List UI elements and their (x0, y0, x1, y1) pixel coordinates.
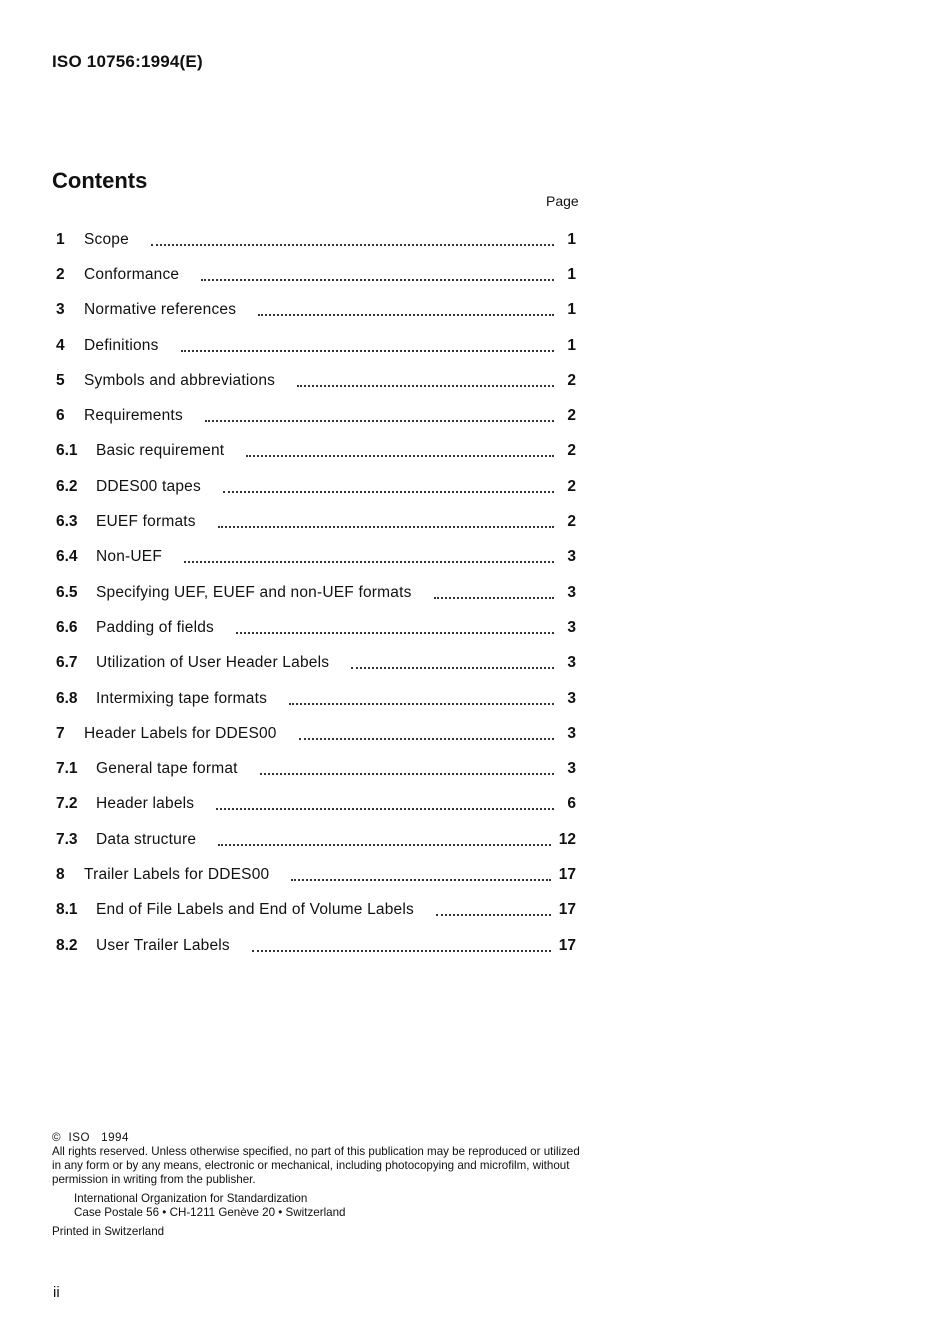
dot-leader (236, 632, 554, 634)
toc-entry-title: Utilization of User Header Labels (96, 654, 330, 672)
toc-entry-title: Basic requirement (96, 442, 225, 460)
toc-entry[interactable] (56, 822, 576, 857)
toc-entry-title: Scope (84, 230, 129, 248)
toc-entry-page: 1 (567, 336, 576, 354)
toc-entry-page: 17 (558, 865, 576, 883)
toc-entry[interactable] (56, 363, 576, 398)
page-column-label: Page (546, 193, 579, 209)
dot-leader (252, 950, 551, 952)
toc-entry-page: 17 (558, 936, 576, 954)
toc-entry[interactable] (56, 540, 576, 575)
toc-entry-title: Conformance (84, 265, 180, 283)
toc-entry-page: 17 (558, 901, 576, 919)
copyright-icon: © (52, 1131, 62, 1144)
toc-entry-page: 2 (567, 371, 576, 389)
toc-entry-number: 6.2 (56, 477, 78, 495)
toc-entry-title: Trailer Labels for DDES00 (84, 865, 270, 883)
toc-entry-title: Non-UEF (96, 548, 162, 566)
toc-entry-page: 3 (567, 689, 576, 707)
address-line-2: Case Postale 56 • CH-1211 Genève 20 • Switzerland (74, 1206, 346, 1219)
toc-entry[interactable] (56, 434, 576, 469)
toc-entry-title: Data structure (96, 830, 197, 848)
toc-entry-page: 3 (567, 583, 576, 601)
toc-entry-number: 8 (56, 865, 65, 883)
dot-leader (434, 597, 554, 599)
toc-entry-number: 5 (56, 371, 65, 389)
toc-entry[interactable] (56, 893, 576, 928)
toc-entry[interactable] (56, 610, 576, 645)
toc-entry-page: 12 (558, 830, 576, 848)
toc-entry-page: 6 (567, 795, 576, 813)
dot-leader (260, 773, 554, 775)
copyright-block (52, 1131, 582, 1239)
toc-entry-number: 2 (56, 265, 65, 283)
toc-entry-title: General tape format (96, 760, 238, 778)
toc-entry-number: 6.6 (56, 618, 78, 636)
dot-leader (291, 879, 550, 881)
toc-entry[interactable] (56, 716, 576, 751)
toc-entry-number: 1 (56, 230, 65, 248)
toc-entry-title: Header Labels for DDES00 (84, 724, 277, 742)
toc-entry-number: 8.1 (56, 901, 78, 919)
toc-entry-title: Definitions (84, 336, 159, 354)
toc-entry-page: 3 (567, 654, 576, 672)
toc-entry-number: 6.5 (56, 583, 78, 601)
toc-entry-title: End of File Labels and End of Volume Labels (96, 901, 414, 919)
copyright-org: ISO (68, 1131, 90, 1144)
toc-entry-number: 7 (56, 724, 65, 742)
toc-entry-number: 4 (56, 336, 65, 354)
toc-entry[interactable] (56, 504, 576, 539)
toc-entry-page: 1 (567, 265, 576, 283)
toc-entry-title: EUEF formats (96, 513, 196, 531)
dot-leader (184, 561, 554, 563)
toc-entry-title: Intermixing tape formats (96, 689, 268, 707)
toc-entry-title: Specifying UEF, EUEF and non-UEF formats (96, 583, 412, 601)
copyright-year: 1994 (101, 1131, 129, 1144)
dot-leader (246, 455, 554, 457)
toc-entry-title: Symbols and abbreviations (84, 371, 276, 389)
toc-entry-number: 7.2 (56, 795, 78, 813)
toc-entry-page: 3 (567, 724, 576, 742)
toc-entry[interactable] (56, 751, 576, 786)
toc-entry[interactable] (56, 575, 576, 610)
toc-entry-number: 6.4 (56, 548, 78, 566)
dot-leader (258, 314, 554, 316)
toc-entry-title: Normative references (84, 301, 237, 319)
toc-entry-page: 2 (567, 407, 576, 425)
toc-entry-page: 2 (567, 513, 576, 531)
toc-entry-page: 2 (567, 442, 576, 460)
table-of-contents (56, 222, 576, 963)
toc-entry[interactable] (56, 257, 576, 292)
page-number: ii (53, 1284, 60, 1301)
dot-leader (205, 420, 554, 422)
toc-entry-number: 3 (56, 301, 65, 319)
dot-leader (299, 738, 554, 740)
toc-entry-number: 6.1 (56, 442, 78, 460)
toc-entry[interactable] (56, 222, 576, 257)
printed-in: Printed in Switzerland (52, 1225, 165, 1238)
toc-entry-page: 1 (567, 230, 576, 248)
toc-entry-number: 7.3 (56, 830, 78, 848)
toc-entry[interactable] (56, 469, 576, 504)
toc-entry-title: Header labels (96, 795, 195, 813)
dot-leader (218, 526, 554, 528)
toc-entry[interactable] (56, 293, 576, 328)
rights-text: All rights reserved. Unless otherwise specified, no part of this publication may be reproduced or utilized in any form or by any means, electronic or mechanical, including photocopying and microfilm, without permission in writing from the publisher. (52, 1145, 580, 1186)
toc-entry[interactable] (56, 681, 576, 716)
dot-leader (181, 350, 554, 352)
dot-leader (289, 703, 554, 705)
contents-title: Contents (52, 168, 148, 193)
toc-entry[interactable] (56, 857, 576, 892)
toc-entry-number: 8.2 (56, 936, 78, 954)
toc-entry-number: 6.7 (56, 654, 78, 672)
toc-entry-number: 6 (56, 407, 65, 425)
dot-leader (151, 244, 554, 246)
toc-entry-page: 3 (567, 760, 576, 778)
document-id: ISO 10756:1994(E) (52, 52, 203, 71)
toc-entry-number: 7.1 (56, 760, 78, 778)
dot-leader (436, 914, 551, 916)
toc-entry-number: 6.3 (56, 513, 78, 531)
toc-entry-page: 1 (567, 301, 576, 319)
toc-entry-title: Requirements (84, 407, 183, 425)
dot-leader (201, 279, 554, 281)
toc-entry-title: Padding of fields (96, 618, 215, 636)
toc-entry-page: 3 (567, 618, 576, 636)
dot-leader (223, 491, 554, 493)
copyright-line (52, 1131, 582, 1145)
toc-entry[interactable] (56, 398, 576, 433)
toc-entry-number: 6.8 (56, 689, 78, 707)
dot-leader (216, 808, 554, 810)
address-line-1: International Organization for Standardization (74, 1192, 308, 1205)
toc-entry[interactable] (56, 646, 576, 681)
dot-leader (297, 385, 554, 387)
toc-entry-title: User Trailer Labels (96, 936, 230, 954)
toc-entry[interactable] (56, 328, 576, 363)
toc-entry[interactable] (56, 787, 576, 822)
toc-entry-title: DDES00 tapes (96, 477, 201, 495)
dot-leader (351, 667, 554, 669)
toc-entry-page: 3 (567, 548, 576, 566)
toc-entry-page: 2 (567, 477, 576, 495)
toc-entry[interactable] (56, 928, 576, 963)
dot-leader (218, 844, 551, 846)
